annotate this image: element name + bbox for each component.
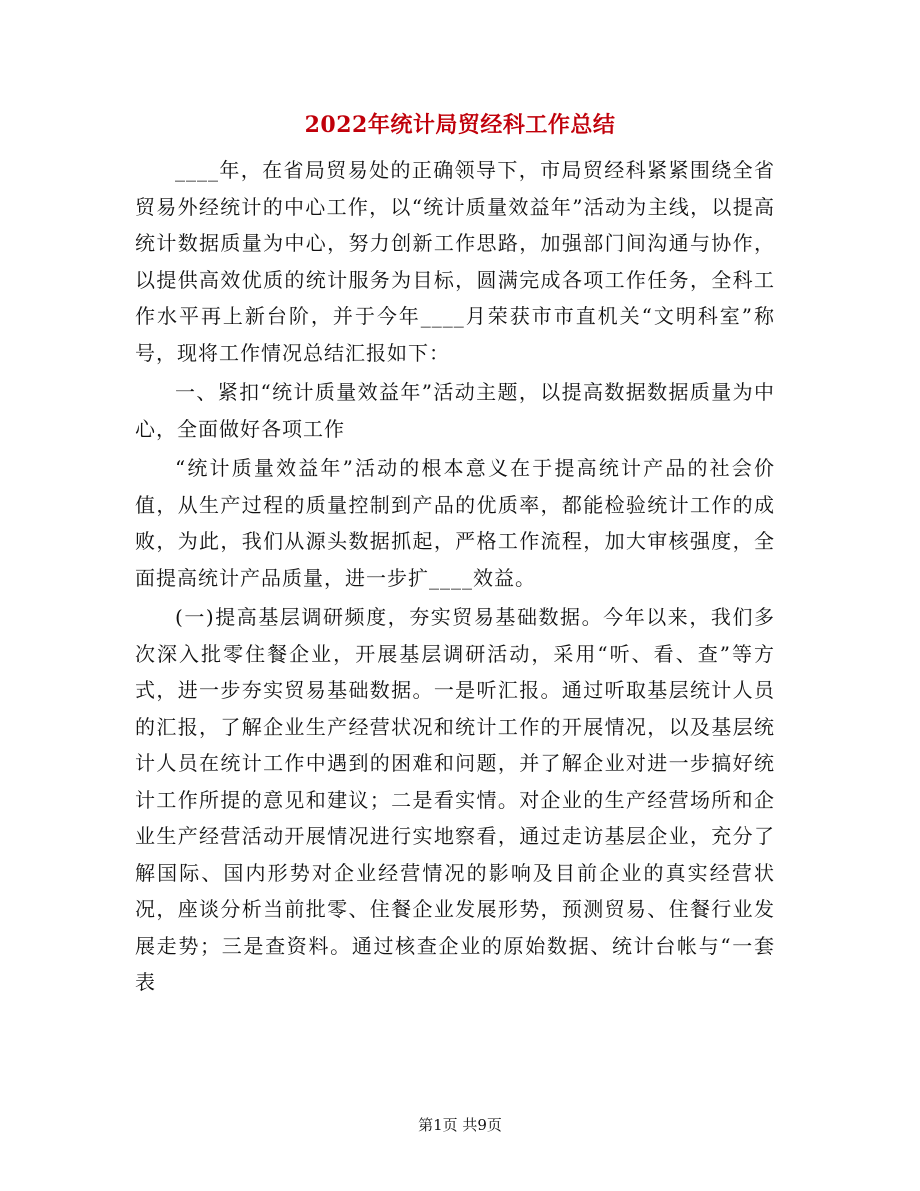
intro-paragraph: ____年，在省局贸易处的正确领导下，市局贸经科紧紧围绕全省贸易外经统计的中心工作，以“统计质量效益年”活动为主线，以提高统计数据质量为中心，努力创新工作思路，加强部门间沟通与协作，以提供高效优质的统计服务为目标，圆满完成各项工作任务，全科工作水平再上新台阶，并于今年____月荣获市市直机关“文明科室”称号，现将工作情况总结汇报如下： xyxy=(135,158,775,365)
document-body xyxy=(135,152,775,1001)
subsection-1-paragraph: (一)提高基层调研频度，夯实贸易基础数据。今年以来，我们多次深入批零住餐企业，开展基层调研活动，采用“听、看、查”等方式，进一步夯实贸易基础数据。一是听汇报。通过听取基层统计人员的汇报，了解企业生产经营状况和统计工作的开展情况，以及基层统计人员在统计工作中遇到的困难和问题，并了解企业对进一步搞好统计工作所提的意见和建议；二是看实情。对企业的生产经营场所和企业生产经营活动开展情况进行实地察看，通过走访基层企业，充分了解国际、国内形势对企业经营情况的影响及目前企业的真实经营状况，座谈分析当前批零、住餐企业发展形势，预测贸易、住餐行业发展走势；三是查资料。通过核查企业的原始数据、统计台帐与“一套表 xyxy=(135,605,775,994)
page-number-footer: 第1页 共9页 xyxy=(418,1116,502,1134)
section-1-paragraph: “统计质量效益年”活动的根本意义在于提高统计产品的社会价值，从生产过程的质量控制到产品的优质率，都能检验统计工作的成败，为此，我们从源头数据抓起，严格工作流程，加大审核强度，全面提高统计产品质量，进一步扩____效益。 xyxy=(135,456,775,590)
section-heading-1: 一、紧扣“统计质量效益年”活动主题，以提高数据数据质量为中心，全面做好各项工作 xyxy=(135,380,775,441)
document-title: 2022年统计局贸经科工作总结 xyxy=(304,112,616,138)
